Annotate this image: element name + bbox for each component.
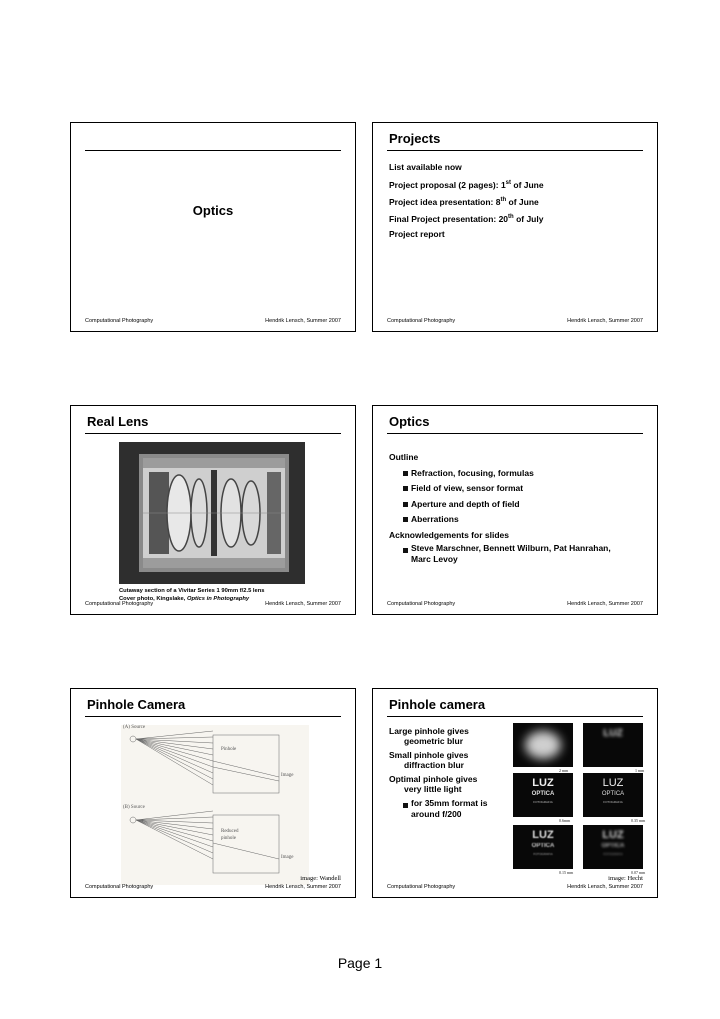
- outline-list: [389, 450, 611, 565]
- footer-course: Computational Photography: [85, 318, 154, 324]
- title-rule: [85, 433, 341, 434]
- title-rule: [85, 150, 341, 151]
- slide-pinhole-blur: [372, 688, 658, 898]
- slide-title: Pinhole Camera: [87, 697, 186, 712]
- list-item: Aberrations: [389, 512, 611, 528]
- footer-author: Hendrik Lensch, Summer 2007: [265, 601, 341, 607]
- slide-title: Optics: [389, 414, 430, 429]
- list-item: Final Project presentation: 20th of July: [389, 213, 544, 224]
- list-item: Large pinhole gives: [389, 726, 469, 736]
- blur-photo: LUZ: [583, 723, 643, 767]
- lens-cutaway-photo: [119, 442, 305, 584]
- footer-author: Hendrik Lensch, Summer 2007: [265, 318, 341, 324]
- footer-author: Hendrik Lensch, Summer 2007: [567, 318, 643, 324]
- list-item: very little light: [404, 784, 462, 794]
- slide-title: Optics: [192, 203, 234, 218]
- title-rule: [387, 150, 643, 151]
- pinhole-list: [389, 726, 488, 820]
- footer-course: Computational Photography: [85, 601, 154, 607]
- lens-caption: Cutaway section of a Vivitar Series 1 90mm f/2.5 lens Cover photo, Kingslake, Optics in Photography: [119, 588, 265, 602]
- diffraction-photo: LUZ OPTICA FOTOGRAFIA: [583, 825, 643, 869]
- list-item: Project idea presentation: 8th of June: [389, 196, 539, 207]
- page-number: Page 1: [337, 955, 383, 971]
- list-item: for 35mm format is around f/200: [389, 798, 488, 820]
- thumb-label: 2 mm: [559, 768, 569, 773]
- slide-real-lens: [70, 405, 356, 615]
- footer-author: Hendrik Lensch, Summer 2007: [265, 884, 341, 890]
- list-item: Project report: [389, 229, 445, 240]
- slide-title: Projects: [389, 131, 441, 146]
- thumb-label: 1 mm: [635, 768, 645, 773]
- pinhole-diagram: (A) Source Pinhole Image (B) Source Reduced pinhole Image: [121, 725, 309, 885]
- blur-photo: [513, 723, 573, 767]
- list-item: geometric blur: [404, 736, 464, 746]
- list-item: diffraction blur: [404, 760, 464, 770]
- list-item: Optimal pinhole gives: [389, 774, 478, 784]
- footer-course: Computational Photography: [387, 318, 456, 324]
- slide-projects: [372, 122, 658, 332]
- diffraction-photo: LUZ OPTICA FOTOGRAFIA: [513, 825, 573, 869]
- image-credit: image: Wandell: [300, 875, 341, 882]
- slide-title: Pinhole camera: [389, 697, 486, 712]
- list-item: Project proposal (2 pages): 1st of June: [389, 179, 544, 190]
- list-heading: Acknowledgements for slides: [389, 529, 509, 540]
- list-item: Steve Marschner, Bennett Wilburn, Pat Hanrahan, Marc Levoy: [389, 543, 611, 565]
- footer-course: Computational Photography: [387, 884, 456, 890]
- sharp-photo: LUZ OPTICA FOTOGRAFIA: [583, 773, 643, 817]
- slide-optics-outline: [372, 405, 658, 615]
- title-rule: [387, 433, 643, 434]
- thumb-label: 0.15 mm: [559, 870, 574, 875]
- thumb-label: 0.07 mm: [631, 870, 646, 875]
- list-heading: Outline: [389, 452, 419, 462]
- list-item: Small pinhole gives: [389, 750, 469, 760]
- list-item: Field of view, sensor format: [389, 481, 611, 497]
- slide-pinhole-camera: [70, 688, 356, 898]
- title-rule: [85, 716, 341, 717]
- image-credit: image: Hecht: [608, 875, 643, 882]
- sharp-photo: LUZ OPTICA FOTOGRAFIA: [513, 773, 573, 817]
- slide-title: Real Lens: [87, 414, 149, 429]
- slide-optics-title: [70, 122, 356, 332]
- footer-course: Computational Photography: [387, 601, 456, 607]
- footer-course: Computational Photography: [85, 884, 154, 890]
- thumb-label: 0.6mm: [559, 818, 571, 823]
- footer-author: Hendrik Lensch, Summer 2007: [567, 884, 643, 890]
- footer-author: Hendrik Lensch, Summer 2007: [567, 601, 643, 607]
- thumb-label: 0.35 mm: [631, 818, 646, 823]
- list-item: List available now: [389, 162, 462, 172]
- list-item: Aperture and depth of field: [389, 497, 611, 513]
- list-item: Refraction, focusing, formulas: [389, 466, 611, 482]
- title-rule: [387, 716, 643, 717]
- projects-list: [389, 160, 544, 243]
